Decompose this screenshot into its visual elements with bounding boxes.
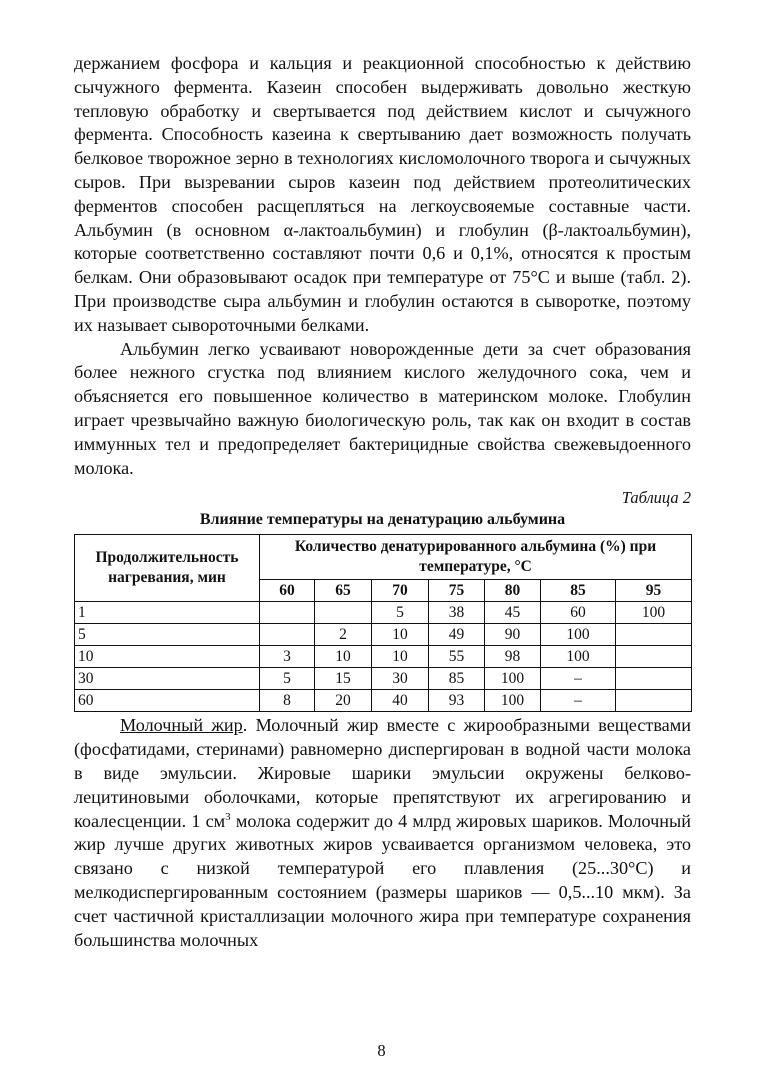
header-temp: 60: [260, 580, 315, 602]
header-temp: 75: [429, 580, 485, 602]
paragraph-milk-fat: [74, 714, 691, 952]
value-cell: 15: [315, 668, 372, 690]
table-row: [75, 602, 692, 624]
duration-cell: 30: [75, 668, 260, 690]
milk-fat-text-part2: молока содержит до 4 млрд жировых шариков. Молочный жир лучше других животных жиров усваивается организмом человека, это связано с низкой температурой его плавления (25...30°С) и мелкодиспергированным состоянием (размеры шариков — 0,5...10 мкм). За счет частичной кристаллизации молочного жира при температуре сохранения большинства молочных: [74, 810, 691, 950]
paragraph-albumin: Альбумин легко усваивают новорожденные дети за счет образования более нежного сгустка под влиянием кислого желудочного сока, чем и объясняется его повышенное количество в материнском молоке. Глобулин играет чрезвычайно важную биологическую роль, так как он входит в состав иммунных тел и предопределяет бактерицидные свойства свежевыдоенного молока.: [74, 338, 691, 478]
value-cell: 38: [429, 602, 485, 624]
value-cell: 5: [260, 668, 315, 690]
value-cell: 30: [372, 668, 429, 690]
value-cell: 100: [485, 668, 541, 690]
value-cell: 55: [429, 646, 485, 668]
value-cell: 100: [541, 624, 616, 646]
albumin-denaturation-table: [74, 534, 692, 712]
value-cell: 100: [485, 690, 541, 712]
duration-cell: 10: [75, 646, 260, 668]
value-cell: 49: [429, 624, 485, 646]
duration-cell: 1: [75, 602, 260, 624]
value-cell: [315, 602, 372, 624]
table-row: [75, 690, 692, 712]
value-cell: 3: [260, 646, 315, 668]
value-cell: 90: [485, 624, 541, 646]
value-cell: 85: [429, 668, 485, 690]
header-temp: 85: [541, 580, 616, 602]
value-cell: 93: [429, 690, 485, 712]
value-cell: [616, 646, 692, 668]
value-cell: 20: [315, 690, 372, 712]
header-temp: 65: [315, 580, 372, 602]
value-cell: [616, 624, 692, 646]
value-cell: 45: [485, 602, 541, 624]
value-cell: 10: [315, 646, 372, 668]
paragraph-casein: держанием фосфора и кальция и реакционной способностью к действию сычужного фермента. Казеин способен выдерживать довольно жесткую тепловую обработку и свертывается под действием кислот и сычужного фермента. Способность казеина к свертыванию дает возможность получать белковое творожное зерно в технологиях кисломолочного творога и сычужных сыров. При вызревании сыров казеин под действием протеолитических ферментов способен расщепляться на легкоусвояемые составные части. Альбумин (в основном α-лактоальбумин) и глобулин (β-лактоальбумин), которые соответственно составляют почти 0,6 и 0,1%, относятся к простым белкам. Они образовывают осадок при температуре от 75°С и выше (табл. 2). При производстве сыра альбумин и глобулин остаются в сыворотке, поэтому их называет сывороточными белками.: [74, 53, 691, 335]
value-cell: [260, 624, 315, 646]
value-cell: –: [541, 690, 616, 712]
page-body: [74, 52, 691, 952]
table-caption: Таблица 2: [621, 488, 691, 508]
value-cell: 2: [315, 624, 372, 646]
value-cell: –: [541, 668, 616, 690]
value-cell: 100: [541, 646, 616, 668]
value-cell: 100: [616, 602, 692, 624]
section-lead-milk-fat: Молочный жир: [120, 715, 243, 736]
value-cell: 5: [372, 602, 429, 624]
milk-fat-text-part1: . Молочный жир вместе с жирообразными веществами (фосфатидами, стеринами) равномерно диспергирован в водной части молока в виде эмульсии. Жировые шарики эмульсии окружены белково-лецитиновыми оболочками, которые препятствуют их агрегированию и коалесценции. 1 см: [74, 715, 692, 831]
duration-cell: 5: [75, 624, 260, 646]
value-cell: 10: [372, 646, 429, 668]
duration-cell: 60: [75, 690, 260, 712]
value-cell: 10: [372, 624, 429, 646]
table-row: [75, 668, 692, 690]
value-cell: 40: [372, 690, 429, 712]
superscript-3: 3: [225, 810, 231, 823]
value-cell: 98: [485, 646, 541, 668]
header-temp: 95: [616, 580, 692, 602]
value-cell: 60: [541, 602, 616, 624]
table-row: [75, 624, 692, 646]
page-number: 8: [377, 1041, 386, 1060]
header-temp: 70: [372, 580, 429, 602]
header-temp: 80: [485, 580, 541, 602]
value-cell: 8: [260, 690, 315, 712]
table-row: [75, 646, 692, 668]
value-cell: [616, 690, 692, 712]
table-title: Влияние температуры на денатурацию альбумина: [199, 511, 566, 529]
header-duration: Продолжительность нагревания, мин: [75, 535, 260, 602]
value-cell: [260, 602, 315, 624]
value-cell: [616, 668, 692, 690]
header-denatured-amount: Количество денатурированного альбумина (%) при температуре, °С: [260, 535, 692, 580]
